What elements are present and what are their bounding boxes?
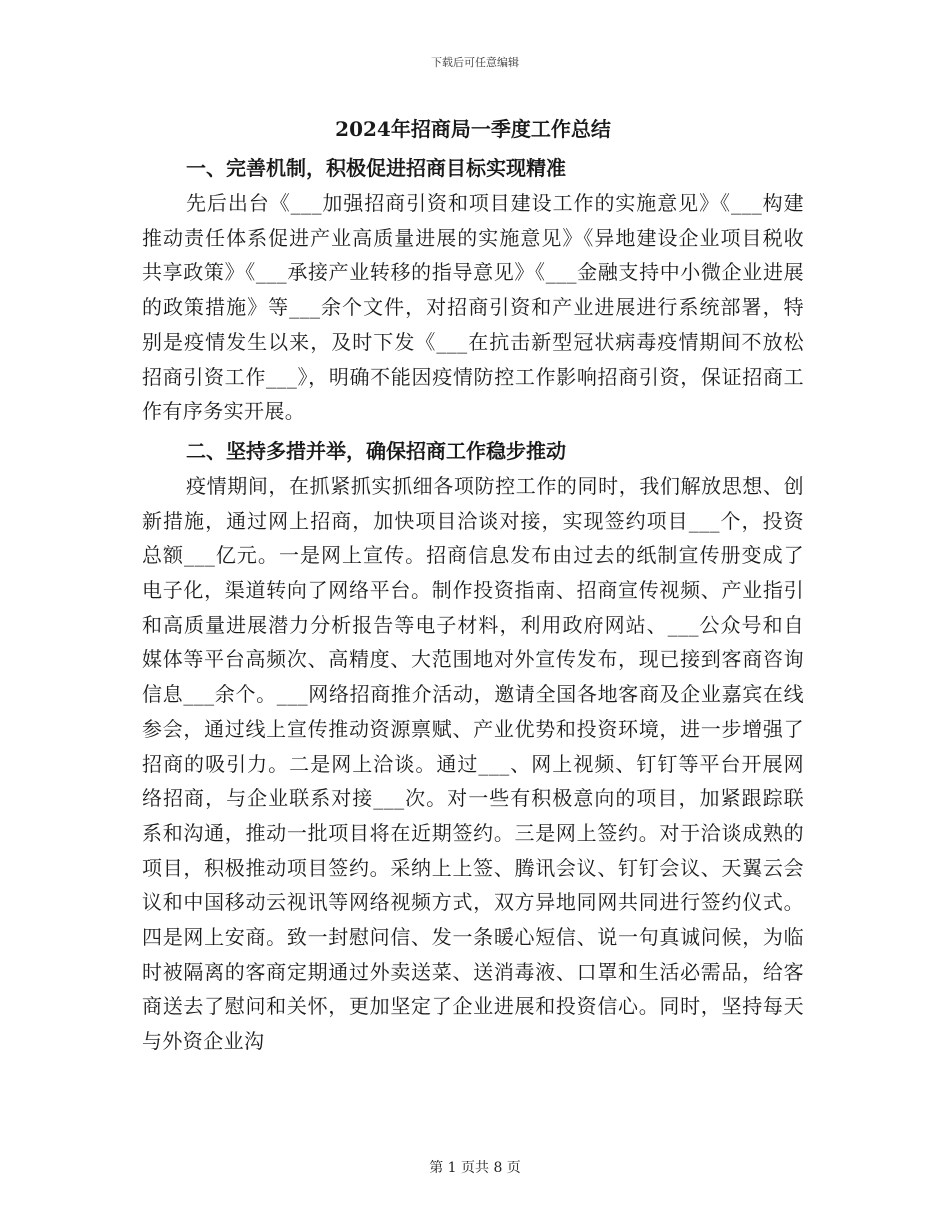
section-heading-1: 一、完善机制，积极促进招商目标实现精准 xyxy=(186,156,566,180)
section-paragraph-1: 先后出台《___加强招商引资和项目建设工作的实施意见》《___构建推动责任体系促进产业高质量进展的实施意见》《异地建设企业项目税收共享政策》《___承接产业转移的指导意见》《___金融支持中小微企业进展的政策措施》等___余个文件，对招商引资和产业进展进行系统部署，特别是疫情发生以来，及时下发《___在抗击新型冠状病毒疫情期间不放松招商引资工作___》，明确不能因疫情防控工作影响招商引资，保证招商工作有序务实开展。 xyxy=(142,191,804,424)
document-body xyxy=(142,108,804,1059)
section-heading-2: 二、坚持多措并举，确保招商工作稳步推动 xyxy=(186,438,566,463)
page-header-note: 下载后可任意编辑 xyxy=(431,56,519,69)
section-paragraph-2: 疫情期间，在抓紧抓实抓细各项防控工作的同时，我们解放思想、创新措施，通过网上招商，加快项目洽谈对接，实现签约项目___个，投资总额___亿元。一是网上宣传。招商信息发布由过去的纸制宣传册变成了电子化，渠道转向了网络平台。制作投资指南、招商宣传视频、产业指引和高质量进展潜力分析报告等电子材料，利用政府网站、___公众号和自媒体等平台高频次、高精度、大范围地对外宣传发布，现已接到客商咨询信息___余个。___网络招商推介活动，邀请全国各地客商及企业嘉宾在线参会，通过线上宣传推动资源禀赋、产业优势和投资环境，进一步增强了招商的吸引力。二是网上洽谈。通过___、网上视频、钉钉等平台开展网络招商，与企业联系对接___次。对一些有积极意向的项目，加紧跟踪联系和沟通，推动一批项目将在近期签约。三是网上签约。对于洽谈成熟的项目，积极推动项目签约。采纳上上签、腾讯会议、钉钉会议、天翼云会议和中国移动云视讯等网络视频方式，双方异地同网共同进行签约仪式。四是网上安商。致一封慰问信、发一条暖心短信、说一句真诚问候，为临时被隔离的客商定期通过外卖送菜、送消毒液、口罩和生活必需品，给客商送去了慰问和关怀，更加坚定了企业进展和投资信心。同时，坚持每天与外资企业沟 xyxy=(142,473,804,1054)
page-number: 第 1 页共 8 页 xyxy=(429,1160,521,1176)
document-title: 2024年招商局一季度工作总结 xyxy=(335,117,611,141)
